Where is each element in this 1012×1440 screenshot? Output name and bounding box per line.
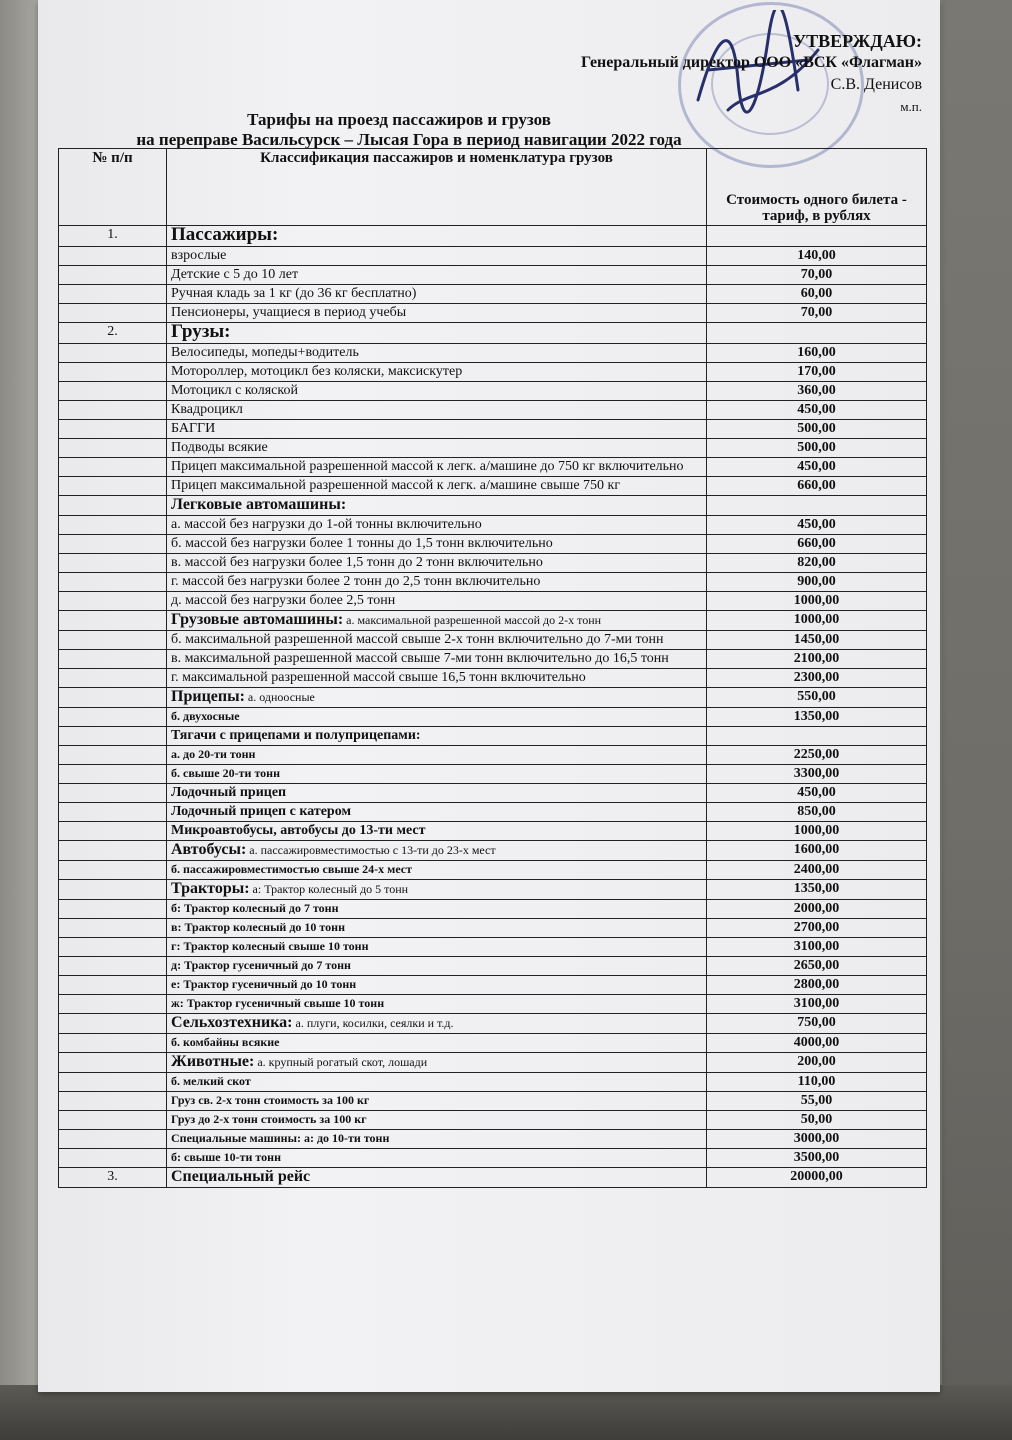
- row-section-title: Легковые автомашины:: [171, 496, 347, 513]
- row-description: [167, 1168, 707, 1188]
- row-price: 820,00: [707, 554, 927, 573]
- row-description: [167, 669, 707, 688]
- row-number: [59, 1034, 167, 1053]
- wall-bottom: [0, 1385, 1012, 1440]
- row-price: 3300,00: [707, 765, 927, 784]
- row-description: [167, 439, 707, 458]
- row-text: а. массой без нагрузки до 1-ой тонны включительно: [171, 517, 482, 532]
- row-price: 660,00: [707, 477, 927, 496]
- row-price: 450,00: [707, 458, 927, 477]
- row-description: [167, 1111, 707, 1130]
- row-text: Тягачи с прицепами и полуприцепами:: [171, 728, 421, 743]
- row-section-title: Автобусы:: [171, 841, 247, 858]
- row-number: [59, 669, 167, 688]
- row-text: БАГГИ: [171, 421, 216, 436]
- row-description: [167, 1092, 707, 1111]
- table-row: [59, 266, 927, 285]
- row-number: 1.: [59, 226, 167, 247]
- row-description: [167, 861, 707, 880]
- table-row: [59, 708, 927, 727]
- row-text: а. пассажировместимостью с 13-ти до 23-х мест: [246, 843, 496, 857]
- row-price: [707, 323, 927, 344]
- row-description: [167, 266, 707, 285]
- row-number: [59, 592, 167, 611]
- row-number: [59, 439, 167, 458]
- table-row: [59, 1034, 927, 1053]
- table-row: [59, 535, 927, 554]
- row-price: 2100,00: [707, 650, 927, 669]
- row-description: [167, 784, 707, 803]
- row-text: Квадроцикл: [171, 402, 243, 417]
- row-price: 55,00: [707, 1092, 927, 1111]
- row-price: [707, 727, 927, 746]
- row-price: 750,00: [707, 1014, 927, 1034]
- row-description: [167, 880, 707, 900]
- row-number: [59, 1149, 167, 1168]
- row-number: [59, 496, 167, 516]
- table-row: [59, 841, 927, 861]
- row-text: взрослые: [171, 248, 227, 263]
- row-price: 450,00: [707, 516, 927, 535]
- row-description: [167, 841, 707, 861]
- row-number: [59, 784, 167, 803]
- row-description: [167, 650, 707, 669]
- row-text: Детские с 5 до 10 лет: [171, 267, 299, 282]
- row-text: Велосипеды, мопеды+водитель: [171, 345, 359, 360]
- row-price: 4000,00: [707, 1034, 927, 1053]
- row-text: в. массой без нагрузки более 1,5 тонн до 2 тонн включительно: [171, 555, 543, 570]
- row-text: б. двухосные: [171, 709, 240, 723]
- row-section-title: Тракторы:: [171, 880, 250, 897]
- row-number: [59, 266, 167, 285]
- row-number: [59, 304, 167, 323]
- table-row: [59, 880, 927, 900]
- row-text: ж: Трактор гусеничный свыше 10 тонн: [171, 996, 385, 1010]
- row-section-title: Грузы:: [171, 321, 231, 342]
- table-row: [59, 938, 927, 957]
- row-number: [59, 822, 167, 841]
- row-number: [59, 420, 167, 439]
- row-text: а. максимальной разрешенной массой до 2-х тонн: [343, 613, 602, 627]
- row-price: 850,00: [707, 803, 927, 822]
- row-description: [167, 938, 707, 957]
- row-text: б. свыше 20-ти тонн: [171, 766, 281, 780]
- row-text: е: Трактор гусеничный до 10 тонн: [171, 977, 357, 991]
- row-description: [167, 382, 707, 401]
- row-price: 2400,00: [707, 861, 927, 880]
- row-text: в: Трактор колесный до 10 тонн: [171, 920, 345, 934]
- row-description: [167, 995, 707, 1014]
- seal-place: м.п.: [900, 99, 922, 114]
- row-description: [167, 746, 707, 765]
- table-row: [59, 976, 927, 995]
- header-price: Стоимость одного билета - тариф, в рублях: [707, 149, 927, 226]
- row-price: 360,00: [707, 382, 927, 401]
- row-price: 1000,00: [707, 592, 927, 611]
- row-section-title: Пассажиры:: [171, 224, 279, 245]
- row-text: а. плуги, косилки, сеялки и т.д.: [292, 1016, 454, 1030]
- row-number: [59, 516, 167, 535]
- row-description: [167, 516, 707, 535]
- row-price: 900,00: [707, 573, 927, 592]
- row-number: [59, 708, 167, 727]
- table-row: [59, 458, 927, 477]
- row-number: [59, 1130, 167, 1149]
- table-row: [59, 995, 927, 1014]
- table-row: [59, 304, 927, 323]
- table-row: [59, 727, 927, 746]
- table-row: [59, 516, 927, 535]
- row-section-title: Грузовые автомашины:: [171, 611, 344, 628]
- row-description: [167, 900, 707, 919]
- row-number: 2.: [59, 323, 167, 344]
- row-text: б. комбайны всякие: [171, 1035, 280, 1049]
- row-description: [167, 919, 707, 938]
- table-row: [59, 1053, 927, 1073]
- row-text: г. максимальной разрешенной массой свыше 16,5 тонн включительно: [171, 670, 586, 685]
- row-number: [59, 535, 167, 554]
- row-number: [59, 803, 167, 822]
- row-number: [59, 1073, 167, 1092]
- row-price: 2650,00: [707, 957, 927, 976]
- row-text: Груз св. 2-х тонн стоимость за 100 кг: [171, 1093, 370, 1107]
- row-description: [167, 957, 707, 976]
- table-row: [59, 631, 927, 650]
- table-row: [59, 900, 927, 919]
- row-description: [167, 458, 707, 477]
- row-description: [167, 323, 707, 344]
- table-row: [59, 765, 927, 784]
- director-position: Генеральный директор ООО «ВСК «Флагман»: [580, 54, 922, 71]
- row-number: [59, 1111, 167, 1130]
- table-row: [59, 1092, 927, 1111]
- row-price: 110,00: [707, 1073, 927, 1092]
- row-description: [167, 1073, 707, 1092]
- table-row: [59, 382, 927, 401]
- row-price: [707, 226, 927, 247]
- row-price: 2700,00: [707, 919, 927, 938]
- row-number: [59, 957, 167, 976]
- row-text: а. одноосные: [244, 690, 315, 704]
- row-number: [59, 841, 167, 861]
- title-line-2: на переправе Васильсурск – Лысая Гора в период навигации 2022 года: [136, 130, 682, 149]
- row-description: [167, 285, 707, 304]
- row-price: 1350,00: [707, 708, 927, 727]
- table-row: [59, 1014, 927, 1034]
- row-description: [167, 573, 707, 592]
- row-section-title: Прицепы:: [171, 688, 245, 705]
- row-number: [59, 727, 167, 746]
- row-text: Лодочный прицеп с катером: [171, 804, 351, 819]
- row-text: в. максимальной разрешенной массой свыше 7-ми тонн включительно до 16,5 тонн: [171, 651, 669, 666]
- row-text: б: Трактор колесный до 7 тонн: [171, 901, 339, 915]
- header-classification: Классификация пассажиров и номенклатура грузов: [167, 149, 707, 226]
- row-description: [167, 1053, 707, 1073]
- row-description: [167, 688, 707, 708]
- row-text: а: Трактор колесный до 5 тонн: [249, 882, 409, 896]
- table-row: [59, 746, 927, 765]
- table-row: [59, 784, 927, 803]
- table-row: [59, 611, 927, 631]
- row-price: 3500,00: [707, 1149, 927, 1168]
- row-text: Пенсионеры, учащиеся в период учебы: [171, 305, 407, 320]
- row-text: Подводы всякие: [171, 440, 268, 455]
- table-row: [59, 861, 927, 880]
- table-row: [59, 592, 927, 611]
- row-description: [167, 803, 707, 822]
- row-text: Мотороллер, мотоцикл без коляски, максискутер: [171, 364, 463, 379]
- table-row: [59, 1168, 927, 1188]
- table-row: [59, 669, 927, 688]
- row-text: Ручная кладь за 1 кг (до 36 кг бесплатно): [171, 286, 417, 301]
- row-price: 160,00: [707, 344, 927, 363]
- row-description: [167, 1034, 707, 1053]
- table-row: [59, 1111, 927, 1130]
- table-row: [59, 344, 927, 363]
- row-price: 3100,00: [707, 995, 927, 1014]
- row-price: 170,00: [707, 363, 927, 382]
- row-text: Груз до 2-х тонн стоимость за 100 кг: [171, 1112, 367, 1126]
- approval-block: [581, 30, 922, 118]
- row-description: [167, 1130, 707, 1149]
- table-row: [59, 247, 927, 266]
- director-name: С.В. Денисов: [830, 76, 922, 93]
- row-number: [59, 344, 167, 363]
- row-description: [167, 611, 707, 631]
- row-number: 3.: [59, 1168, 167, 1188]
- tariff-table: [58, 148, 927, 1188]
- table-row: [59, 822, 927, 841]
- row-section-title: Сельхозтехника:: [171, 1014, 293, 1031]
- row-text: д: Трактор гусеничный до 7 тонн: [171, 958, 351, 972]
- row-price: 70,00: [707, 304, 927, 323]
- row-description: [167, 477, 707, 496]
- row-text: б. максимальной разрешенной массой свыше 2-х тонн включительно до 7-ми тонн: [171, 632, 664, 647]
- table-row: [59, 919, 927, 938]
- table-row: [59, 554, 927, 573]
- row-price: 200,00: [707, 1053, 927, 1073]
- row-description: [167, 822, 707, 841]
- row-text: б. мелкий скот: [171, 1074, 251, 1088]
- row-description: [167, 765, 707, 784]
- row-price: 550,00: [707, 688, 927, 708]
- row-price: 3000,00: [707, 1130, 927, 1149]
- table-row: [59, 1149, 927, 1168]
- row-number: [59, 1092, 167, 1111]
- table-row: [59, 323, 927, 344]
- row-price: 1000,00: [707, 822, 927, 841]
- row-price: 1000,00: [707, 611, 927, 631]
- row-number: [59, 363, 167, 382]
- row-description: [167, 1014, 707, 1034]
- row-description: [167, 535, 707, 554]
- row-description: [167, 226, 707, 247]
- row-description: [167, 554, 707, 573]
- row-description: [167, 1149, 707, 1168]
- row-description: [167, 247, 707, 266]
- row-number: [59, 900, 167, 919]
- row-description: [167, 304, 707, 323]
- row-number: [59, 880, 167, 900]
- row-price: 3100,00: [707, 938, 927, 957]
- row-number: [59, 247, 167, 266]
- row-number: [59, 938, 167, 957]
- table-row: [59, 496, 927, 516]
- row-price: 50,00: [707, 1111, 927, 1130]
- row-text: Прицеп максимальной разрешенной массой к легк. а/машине до 750 кг включительно: [171, 459, 684, 474]
- row-number: [59, 611, 167, 631]
- row-number: [59, 995, 167, 1014]
- table-row: [59, 1130, 927, 1149]
- row-price: 1350,00: [707, 880, 927, 900]
- row-price: 1450,00: [707, 631, 927, 650]
- row-number: [59, 650, 167, 669]
- table-body: [59, 226, 927, 1188]
- row-price: 450,00: [707, 401, 927, 420]
- table-row: [59, 688, 927, 708]
- row-price: 70,00: [707, 266, 927, 285]
- table-row: [59, 439, 927, 458]
- row-price: 2000,00: [707, 900, 927, 919]
- row-number: [59, 1014, 167, 1034]
- table-row: [59, 363, 927, 382]
- row-description: [167, 631, 707, 650]
- table-row: [59, 285, 927, 304]
- row-number: [59, 976, 167, 995]
- row-price: 20000,00: [707, 1168, 927, 1188]
- row-number: [59, 765, 167, 784]
- row-description: [167, 420, 707, 439]
- row-number: [59, 554, 167, 573]
- approve-label: УТВЕРЖДАЮ:: [792, 31, 922, 51]
- row-number: [59, 401, 167, 420]
- row-price: [707, 496, 927, 516]
- table-header-row: [59, 149, 927, 226]
- row-price: 2300,00: [707, 669, 927, 688]
- row-price: 2800,00: [707, 976, 927, 995]
- wall-background: [942, 0, 1012, 1440]
- row-number: [59, 861, 167, 880]
- row-text: б. пассажировместимостью свыше 24-х мест: [171, 862, 413, 876]
- row-number: [59, 919, 167, 938]
- row-description: [167, 708, 707, 727]
- table-row: [59, 573, 927, 592]
- table-row: [59, 957, 927, 976]
- row-text: г: Трактор колесный свыше 10 тонн: [171, 939, 369, 953]
- row-number: [59, 1053, 167, 1073]
- row-description: [167, 496, 707, 516]
- table-row: [59, 401, 927, 420]
- row-text: Лодочный прицеп: [171, 785, 287, 800]
- row-text: б. массой без нагрузки более 1 тонны до 1,5 тонн включительно: [171, 536, 553, 551]
- row-number: [59, 688, 167, 708]
- row-price: 60,00: [707, 285, 927, 304]
- row-text: а. до 20-ти тонн: [171, 747, 256, 761]
- row-price: 500,00: [707, 420, 927, 439]
- row-price: 500,00: [707, 439, 927, 458]
- header-num: № п/п: [59, 149, 167, 226]
- row-description: [167, 592, 707, 611]
- row-text: а. крупный рогатый скот, лошади: [254, 1055, 428, 1069]
- row-description: [167, 727, 707, 746]
- row-number: [59, 477, 167, 496]
- row-description: [167, 976, 707, 995]
- table-row: [59, 1073, 927, 1092]
- tariff-sheet: [38, 0, 940, 1392]
- row-description: [167, 401, 707, 420]
- table-row: [59, 420, 927, 439]
- row-text: б: свыше 10-ти тонн: [171, 1150, 281, 1164]
- table-row: [59, 477, 927, 496]
- row-section-title: Специальный рейс: [171, 1168, 311, 1185]
- table-row: [59, 803, 927, 822]
- row-price: 660,00: [707, 535, 927, 554]
- row-description: [167, 344, 707, 363]
- row-text: д. массой без нагрузки более 2,5 тонн: [171, 593, 396, 608]
- table-row: [59, 226, 927, 247]
- row-number: [59, 573, 167, 592]
- row-number: [59, 382, 167, 401]
- row-number: [59, 285, 167, 304]
- row-section-title: Животные:: [171, 1053, 255, 1070]
- row-price: 140,00: [707, 247, 927, 266]
- row-price: 2250,00: [707, 746, 927, 765]
- row-text: Микроавтобусы, автобусы до 13-ти мест: [171, 823, 426, 838]
- row-text: Прицеп максимальной разрешенной массой к легк. а/машине свыше 750 кг: [171, 478, 621, 493]
- row-number: [59, 631, 167, 650]
- row-text: Специальные машины: а: до 10-ти тонн: [171, 1131, 390, 1145]
- row-text: г. массой без нагрузки более 2 тонн до 2,5 тонн включительно: [171, 574, 541, 589]
- row-number: [59, 458, 167, 477]
- row-price: 450,00: [707, 784, 927, 803]
- title-line-1: Тарифы на проезд пассажиров и грузов: [247, 110, 551, 129]
- row-text: Мотоцикл с коляской: [171, 383, 298, 398]
- table-row: [59, 650, 927, 669]
- row-number: [59, 746, 167, 765]
- row-description: [167, 363, 707, 382]
- row-price: 1600,00: [707, 841, 927, 861]
